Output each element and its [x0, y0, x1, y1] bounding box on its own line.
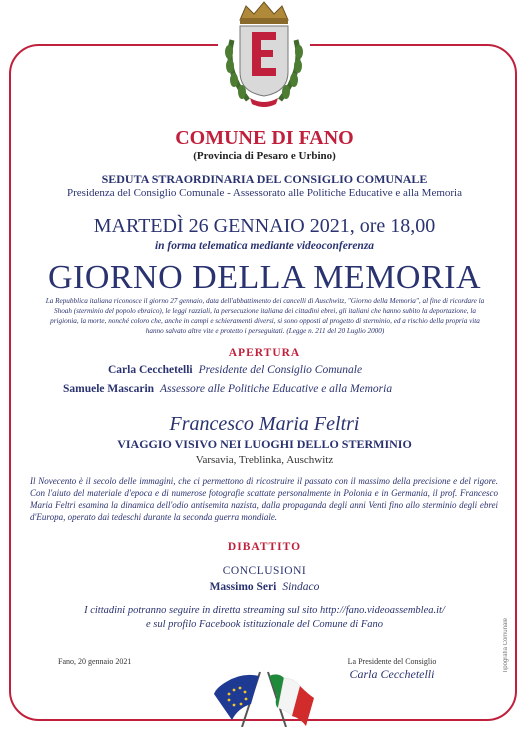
event-mode: in forma telematica mediante videoconferenza	[154, 240, 375, 252]
city-crest-logo	[218, 0, 310, 112]
signature-role: La Presidente del Consiglio	[347, 657, 437, 666]
printer-code: Tipografia Comunale	[503, 618, 509, 674]
dibattito-label: DIBATTITO	[227, 541, 302, 553]
talk-title: VIAGGIO VISIVO NEI LUOGHI DELLO STERMINIO	[117, 437, 412, 451]
relatore-name: Francesco Maria Feltri	[169, 413, 360, 435]
conclusioni-name: Massimo Seri	[209, 581, 277, 593]
provincia-subtitle: (Provincia di Pesaro e Urbino)	[193, 150, 336, 162]
streaming-line-1: I cittadini potranno seguire in diretta streaming sul sito http://fano.videoassemblea.it/	[84, 605, 445, 616]
speaker-2-name: Samuele Mascarin	[63, 383, 155, 395]
conclusioni-role: Sindaco	[282, 581, 320, 593]
speaker-1-name: Carla Cecchetelli	[108, 364, 193, 376]
signature-name: Carla Cecchetelli	[349, 667, 435, 681]
speaker-2-role: Assessore alle Politiche Educative e alla Memoria	[160, 383, 393, 395]
conclusioni-speaker	[0, 581, 529, 593]
event-title: GIORNO DELLA MEMORIA	[47, 259, 482, 296]
seduta-subtitle: Presidenza del Consiglio Comunale - Assessorato alle Politiche Educative e alla Memoria	[67, 187, 462, 199]
conclusioni-label: CONCLUSIONI	[222, 565, 307, 577]
speaker-1	[108, 364, 362, 376]
place-date: Fano, 20 gennaio 2021	[58, 657, 132, 666]
event-date: MARTEDÌ 26 GENNAIO 2021, ore 18,00	[93, 215, 436, 237]
speaker-2	[63, 383, 392, 395]
talk-places: Varsavia, Treblinka, Auschwitz	[195, 454, 334, 466]
flags-image	[212, 668, 316, 727]
comune-title: COMUNE DI FANO	[175, 127, 354, 149]
talk-description: Il Novecento è il secolo delle immagini, che ci permettono di ricostruire il passato con il massimo della precisione e del rigore. Con l'aiuto del materiale d'epoca e di numerose fotografie scattate personalmente in Polonia e in Germania, il prof. Francesco Maria Feltri esamina la dinamica dell'odio antisemita nazista, dalla propaganda degli anni Venti fino allo sterminio degli ebrei d'Europa, operato dai tedeschi durante la seconda guerra mondiale.	[30, 476, 498, 522]
streaming-info	[0, 604, 529, 632]
apertura-label: APERTURA	[228, 347, 301, 359]
streaming-line-2: e sul profilo Facebook istituzionale del Comune di Fano	[146, 619, 383, 630]
legal-text: La Repubblica italiana riconosce il giorno 27 gennaio, data dell'abbattimento dei cancelli di Auschwitz, "Giorno della Memoria", al fine di ricordare la Shoah (sterminio del popolo ebraico), le leggi razziali, la persecuzione italiana dei cittadini ebrei, gli italiani che hanno subìto la deportazione, la prigionia, la morte, nonché coloro che, anche in campi e schieramenti diversi, si sono opposti al progetto di sterminio, ed a rischio della propria vita hanno salvato altre vite e protetto i perseguitati. (Legge n. 211 del 20 Luglio 2000)	[45, 297, 485, 335]
speaker-1-role: Presidente del Consiglio Comunale	[198, 364, 363, 376]
seduta-title: SEDUTA STRAORDINARIA DEL CONSIGLIO COMUNALE	[101, 172, 428, 186]
